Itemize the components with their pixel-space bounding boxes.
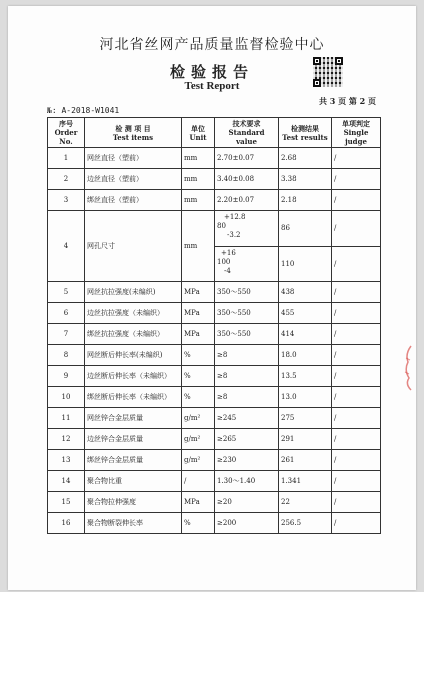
order-no: 3 [48,190,85,211]
single-judge: / [332,324,381,345]
test-item: 绑丝锌合金层质量 [85,450,182,471]
table-row [48,408,381,429]
unit: g/m² [182,450,215,471]
order-no: 4 [48,211,85,282]
test-result: 275 [279,408,332,429]
test-item: 绑丝断后伸长率（未编织） [85,387,182,408]
standard-value: 350～550 [215,324,279,345]
report-title-cn: 检验报告 [169,63,254,81]
test-result: 261 [279,450,332,471]
test-result: 2.18 [279,190,332,211]
single-judge: / [332,169,381,190]
unit: % [182,345,215,366]
single-judge: / [332,408,381,429]
single-judge: / [332,366,381,387]
table-row [48,429,381,450]
test-result: 3.38 [279,169,332,190]
test-item: 绑丝抗拉强度（未编织） [85,324,182,345]
test-result: 291 [279,429,332,450]
single-judge: / [332,282,381,303]
test-item: 网丝抗拉强度(未编织) [85,282,182,303]
unit: mm [182,211,215,282]
test-result: 438 [279,282,332,303]
tolerance-100: +16 100 -4 [215,246,278,281]
single-judge: / [332,387,381,408]
test-item: 边丝直径（塑前） [85,169,182,190]
table-row [48,148,381,169]
table-header-row [48,118,381,148]
test-result: 1.341 [279,471,332,492]
test-item: 网丝断后伸长率(未编织) [85,345,182,366]
test-result: 22 [279,492,332,513]
col-unit: 单位 Unit [182,118,215,148]
page-info: 共 3 页 第 2 页 [318,96,376,106]
test-item: 边丝抗拉强度（未编织） [85,303,182,324]
standard-value: ≥8 [215,366,279,387]
standard-value: 350～550 [215,303,279,324]
order-no: 1 [48,148,85,169]
test-result: 86 110 [279,211,332,282]
test-item: 聚合物断裂伸长率 [85,513,182,534]
unit: g/m² [182,408,215,429]
table-row-mesh-size [48,211,381,282]
test-item: 网丝锌合金层质量 [85,408,182,429]
organization-name: 河北省丝网产品质量监督检验中心 [99,37,325,53]
unit: MPa [182,282,215,303]
standard-value: ≥200 [215,513,279,534]
test-item: 聚合物比重 [85,471,182,492]
test-item: 聚合物拉伸强度 [85,492,182,513]
unit: % [182,366,215,387]
order-no: 14 [48,471,85,492]
test-result: 13.0 [279,387,332,408]
order-no: 5 [48,282,85,303]
single-judge: / [332,148,381,169]
single-judge: / [332,513,381,534]
single-judge: / [332,471,381,492]
single-judge: / [332,450,381,471]
test-item: 网孔尺寸 [85,211,182,282]
table-row [48,471,381,492]
report-title-en: Test Report [184,80,240,92]
single-judge: / [332,492,381,513]
unit: mm [182,190,215,211]
single-judge: / [332,345,381,366]
col-standard-value: 技术要求 Standard value [215,118,279,148]
table-row [48,513,381,534]
order-no: 12 [48,429,85,450]
standard-value: ≥20 [215,492,279,513]
order-no: 13 [48,450,85,471]
unit: mm [182,169,215,190]
single-judge: / [332,190,381,211]
test-item: 绑丝直径（塑前） [85,190,182,211]
unit: g/m² [182,429,215,450]
order-no: 11 [48,408,85,429]
qr-code-icon [313,57,343,87]
col-test-items: 检 测 项 目 Test items [85,118,182,148]
test-result: 455 [279,303,332,324]
blank-area [0,592,424,700]
single-judge: / [332,429,381,450]
standard-value: 350～550 [215,282,279,303]
test-result: 2.68 [279,148,332,169]
unit: % [182,513,215,534]
order-no: 2 [48,169,85,190]
unit: MPa [182,492,215,513]
table-row [48,492,381,513]
tolerance-80: +12.8 80 -3.2 [217,213,246,239]
unit: mm [182,148,215,169]
test-result: 414 [279,324,332,345]
standard-value [215,211,279,282]
unit: / [182,471,215,492]
standard-value: ≥8 [215,345,279,366]
standard-value: ≥8 [215,387,279,408]
table-row [48,282,381,303]
test-result: 256.5 [279,513,332,534]
test-item: 边丝断后伸长率（未编织） [85,366,182,387]
test-item: 边丝锌合金层质量 [85,429,182,450]
col-single-judge: 单项判定 Single judge [332,118,381,148]
standard-value: ≥230 [215,450,279,471]
order-no: 9 [48,366,85,387]
results-table [47,117,381,534]
order-no: 6 [48,303,85,324]
order-no: 16 [48,513,85,534]
standard-value: ≥245 [215,408,279,429]
table-row [48,169,381,190]
standard-value: ≥265 [215,429,279,450]
table-row [48,345,381,366]
standard-value: 2.70±0.07 [215,148,279,169]
unit: MPa [182,324,215,345]
unit: MPa [182,303,215,324]
unit: % [182,387,215,408]
test-item: 网丝直径（塑前） [85,148,182,169]
seal-stamp-fragment [403,344,412,392]
order-no: 10 [48,387,85,408]
standard-value: 3.40±0.08 [215,169,279,190]
standard-value: 1.30～1.40 [215,471,279,492]
single-judge: / / [332,211,381,282]
table-row [48,387,381,408]
col-test-results: 检测结果 Test results [279,118,332,148]
table-row [48,303,381,324]
report-number: №: A-2018-W1041 [47,106,120,115]
table-row [48,450,381,471]
table-row [48,190,381,211]
test-result: 13.5 [279,366,332,387]
standard-value: 2.20±0.07 [215,190,279,211]
single-judge: / [332,303,381,324]
table-row [48,324,381,345]
order-no: 7 [48,324,85,345]
order-no: 8 [48,345,85,366]
table-row [48,366,381,387]
col-order-no: 序号 Order No. [48,118,85,148]
order-no: 15 [48,492,85,513]
test-result: 18.0 [279,345,332,366]
